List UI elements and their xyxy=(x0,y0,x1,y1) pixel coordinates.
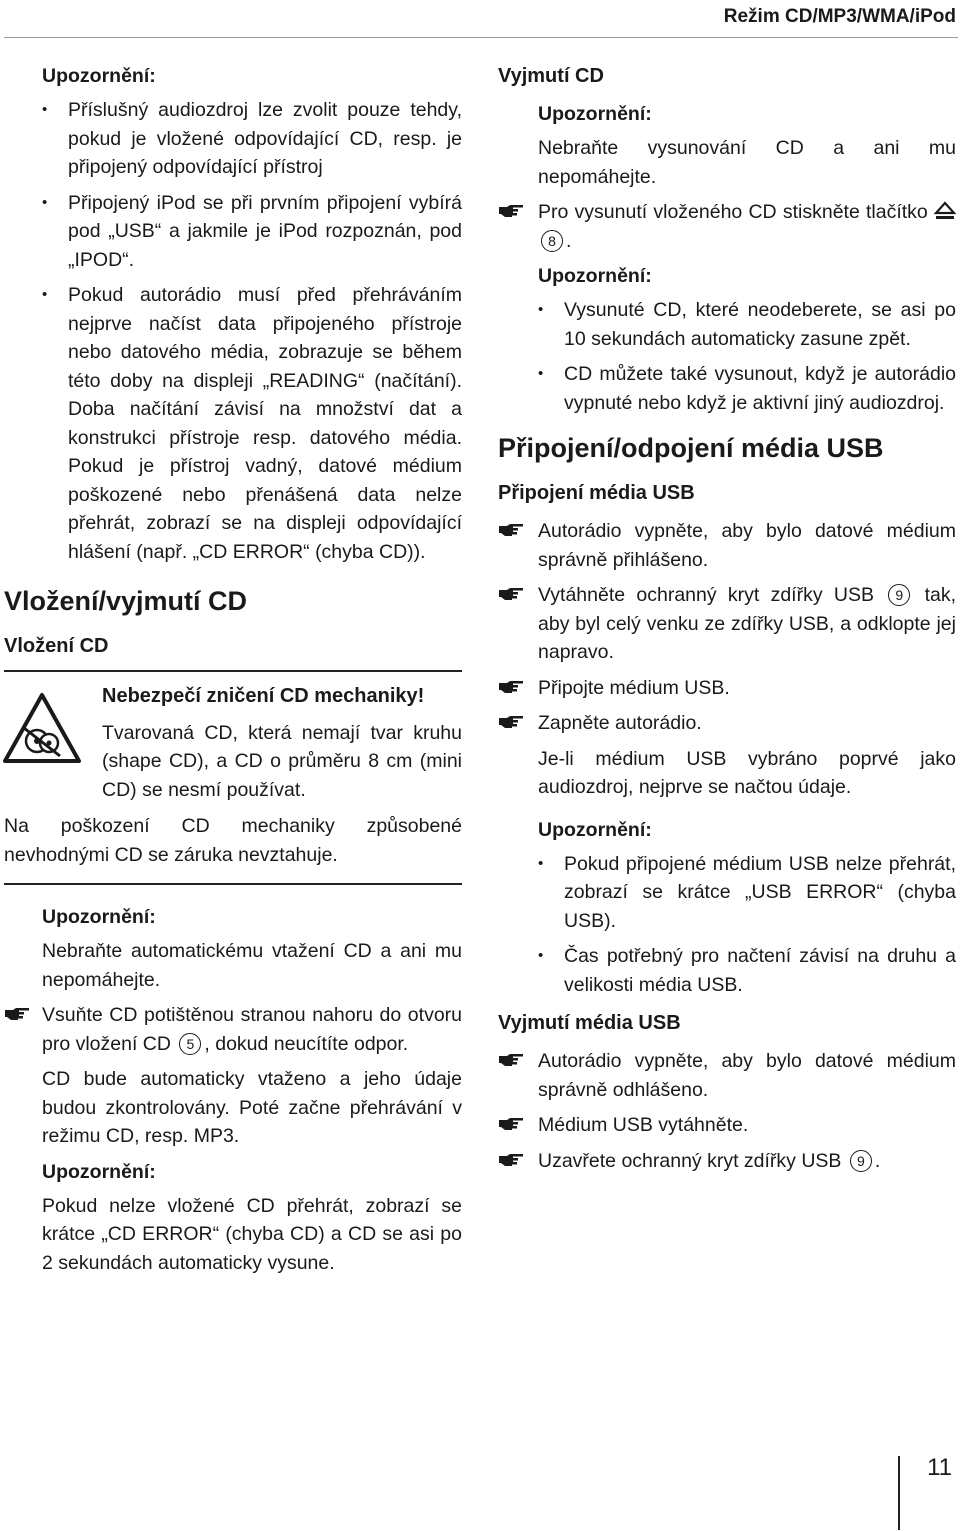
note-list xyxy=(538,850,956,1000)
left-column xyxy=(4,62,462,1284)
instruction-step xyxy=(498,1047,956,1104)
note-text: Nebraňte vysunování CD a ani mu nepomáhejte. xyxy=(538,137,956,188)
step-text: . xyxy=(566,229,572,252)
running-header: Režim CD/MP3/WMA/iPod xyxy=(723,6,956,27)
step-text: Vytáhněte ochranný kryt zdířky USB xyxy=(538,584,874,606)
pointing-hand-icon xyxy=(498,1117,524,1131)
step-text: Vsuňte CD potištěnou stranou nahoru do otvoru pro vložení CD xyxy=(42,1004,462,1055)
instruction-step xyxy=(498,1111,956,1140)
warning-text: Tvarovaná CD, která nemají tvar kruhu (shape CD), a CD o průměru 8 cm (mini CD) se nesmí používat. xyxy=(102,721,462,801)
instruction-step xyxy=(498,674,956,703)
note-block-return xyxy=(498,262,956,417)
page-number: 11 xyxy=(927,1454,952,1481)
info-paragraph: Je-li médium USB vybráno poprvé jako audiozdroj, nejprve se načtou údaje. xyxy=(538,747,956,798)
list-item: • Pokud připojené médium USB nelze přehrát, zobrazí se krátce „USB ERROR“ (chyba USB). xyxy=(538,850,956,936)
step-text: Médium USB vytáhněte. xyxy=(538,1114,749,1136)
note-block-eject xyxy=(498,100,956,191)
note-title: Upozornění: xyxy=(538,265,652,287)
step-text: Připojte médium USB. xyxy=(538,676,730,699)
step-text: . xyxy=(874,1149,881,1172)
note-text: Pokud nelze vložené CD přehrát, zobrazí se krátce „CD ERROR“ (chyba CD) a CD se asi po 2 sekundách automaticky vysune. xyxy=(42,1194,462,1274)
item-number: 8 xyxy=(541,230,563,252)
list-item: • CD můžete také vysunout, když je autorádio vypnuté nebo když je aktivní jiný audiozdroj. xyxy=(538,360,956,417)
pointing-hand-icon xyxy=(498,1153,524,1167)
subsection-title: Připojení média USB xyxy=(498,482,695,504)
note-text: Nebraňte automatickému vtažení CD a ani mu nepomáhejte. xyxy=(42,940,462,991)
warning-box xyxy=(4,670,462,885)
instruction-step xyxy=(498,709,956,738)
note-list xyxy=(42,96,462,566)
step-text: , dokud neucítíte odpor. xyxy=(204,1032,409,1055)
note-block-usb xyxy=(498,816,956,1000)
list-item: • Připojený iPod se při prvním připojení vybírá pod „USB“ a jakmile je iPod rozpoznán, pod „IPOD“. xyxy=(42,189,462,275)
subsection-title: Vyjmutí CD xyxy=(498,65,604,87)
pointing-hand-icon xyxy=(498,587,524,601)
instruction-step xyxy=(4,1001,462,1058)
eject-icon xyxy=(934,201,956,221)
step-text: Autorádio vypněte, aby bylo datové médium správně přihlášeno. xyxy=(538,520,956,571)
section-title: Připojení/odpojení média USB xyxy=(498,433,884,463)
section-title: Vložení/vyjmutí CD xyxy=(4,586,248,616)
item-number: 5 xyxy=(179,1033,201,1055)
step-text: Autorádio vypněte, aby bylo datové médium správně odhlášeno. xyxy=(538,1050,956,1101)
pointing-hand-icon xyxy=(498,523,524,537)
right-column xyxy=(498,62,956,1182)
header-divider xyxy=(4,37,958,38)
step-text: Uzavřete ochranný kryt zdířky USB xyxy=(538,1149,842,1172)
step-text: tak, aby byl celý venku ze zdířky USB, a odklopte jej napravo. xyxy=(538,584,956,663)
warning-title: Nebezpečí zničení CD mechaniky! xyxy=(102,685,425,707)
note-title: Upozornění: xyxy=(42,906,156,928)
item-number: 9 xyxy=(850,1150,872,1172)
instruction-step xyxy=(498,581,956,667)
list-item: • Vysunuté CD, které neodeberete, se asi po 10 sekundách automaticky zasune zpět. xyxy=(538,296,956,353)
note-block-error xyxy=(4,1158,462,1278)
pointing-hand-icon xyxy=(498,680,524,694)
note-title: Upozornění: xyxy=(538,818,652,841)
pointing-hand-icon xyxy=(498,1053,524,1067)
step-text: Zapněte autorádio. xyxy=(538,712,702,734)
list-item: • Čas potřebný pro načtení závisí na druhu a velikosti média USB. xyxy=(538,942,956,999)
page-number-divider xyxy=(898,1456,900,1530)
note-block-sources xyxy=(4,62,462,566)
warning-footer: Na poškození CD mechaniky způsobené nevhodnými CD se záruka nevztahuje. xyxy=(4,815,462,866)
pointing-hand-icon xyxy=(498,715,524,729)
note-title: Upozornění: xyxy=(42,65,156,87)
item-number: 9 xyxy=(888,584,910,606)
info-paragraph: CD bude automaticky vtaženo a jeho údaje budou zkontrolovány. Poté začne přehrávání v režimu CD, resp. MP3. xyxy=(42,1068,462,1147)
note-title: Upozornění: xyxy=(538,103,652,125)
list-item: • Pokud autorádio musí před přehráváním nejprve načíst data připojeného přístroje nebo datového média, zobrazuje se během této doby na displeji „READING“ (načítání). Doba načítání závisí na množství dat a konstrukci přístroje resp. datového média. Pokud je přístroj vadný, datové médium poškozené nebo přenášená data nelze přehrát, zobrazí se na displeji odpovídající hlášení (např. „CD ERROR“ (chyba CD)). xyxy=(42,281,462,566)
subsection-title: Vyjmutí média USB xyxy=(498,1012,681,1034)
step-text: Pro vysunutí vloženého CD stiskněte tlačítko xyxy=(538,201,928,223)
instruction-step xyxy=(498,198,956,255)
note-block-insert xyxy=(4,903,462,994)
instruction-step xyxy=(498,517,956,574)
cd-warning-icon xyxy=(2,692,82,764)
subsection-title: Vložení CD xyxy=(4,635,109,657)
instruction-step xyxy=(498,1147,956,1176)
note-list xyxy=(538,296,956,417)
pointing-hand-icon xyxy=(4,1007,30,1021)
list-item: • Příslušný audiozdroj lze zvolit pouze tehdy, pokud je vložené odpovídající CD, resp. je připojený odpovídající přístroj xyxy=(42,96,462,182)
note-title: Upozornění: xyxy=(42,1160,156,1183)
pointing-hand-icon xyxy=(498,204,524,218)
